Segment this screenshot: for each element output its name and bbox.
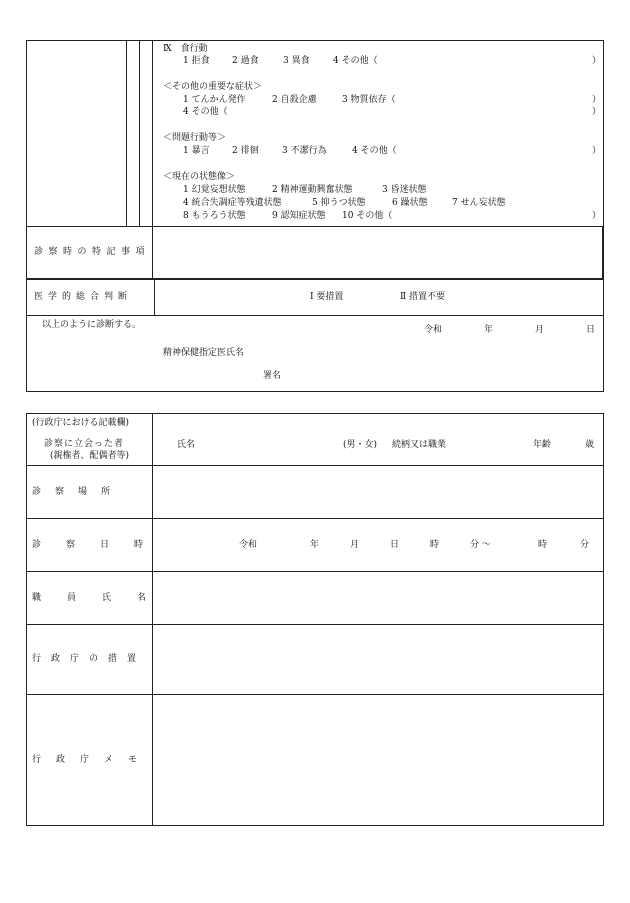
place-field[interactable] [154,467,600,515]
special-notes-field[interactable] [154,228,600,276]
staff-label: 職員氏名 [32,593,173,603]
eating-option: 2 過食 [232,56,259,66]
problem-behavior-option: 2 徘徊 [232,146,259,156]
memo-field[interactable] [154,696,600,824]
dt-era: 令和 [239,540,258,550]
current-state-option: 3 昏迷状態 [382,185,427,195]
date-month[interactable]: 月 [535,325,545,335]
problem-behavior-heading: ＜問題行動等＞ [163,133,227,143]
current-state-option: 4 統合失調症等残遺状態 [183,198,282,208]
judgment-option-required[interactable]: Ⅰ 要措置 [310,292,344,302]
divider [26,694,604,695]
other-symptom-option: 3 物質依存（ [342,95,396,105]
relation-label: 続柄又は職業 [392,440,447,450]
dt-hour-start[interactable]: 時 [430,540,440,550]
current-state-option: 5 抑うつ状態 [312,198,366,208]
date-day[interactable]: 日 [586,325,596,335]
dt-minute-end[interactable]: 分 [580,540,590,550]
other-symptom-option: 1 てんかん発作 [183,95,246,105]
dt-day[interactable]: 日 [390,540,400,550]
admin-section-label: (行政庁における記載欄) [32,418,130,428]
divider [154,279,155,315]
current-state-option: 10 その他（ [342,211,393,221]
age-unit: 歳 [585,440,595,450]
attendee-name-label: 氏名 [177,440,196,450]
signature-label: 署名 [263,371,282,381]
current-state-option: 7 せん妄状態 [452,198,506,208]
dt-hour-end[interactable]: 時 [538,540,548,550]
place-label [32,487,145,498]
current-state-option: 9 認知症状態 [272,211,326,221]
eating-option: 1 拒食 [183,56,210,66]
dt-minute-start[interactable]: 分 〜 [470,540,491,550]
gender-select[interactable]: (男・女) [343,440,378,450]
dt-month[interactable]: 月 [350,540,360,550]
diagnosis-statement: 以上のように診断する。 [42,320,142,330]
divider [152,40,153,280]
problem-behavior-option: 1 暴言 [183,146,210,156]
eating-option: 3 異食 [283,56,310,66]
close-paren: ） [592,211,602,221]
close-paren: ） [592,146,602,156]
measures-label: 行政庁の措置 [32,654,147,664]
divider [126,40,127,226]
attendee-sublabel: (親権者、配偶者等) [50,451,130,461]
divider [26,518,604,519]
other-symptoms-heading: ＜その他の重要な症状＞ [163,82,263,92]
memo-label: 行政庁メモ [32,755,153,765]
staff-field[interactable] [154,573,600,621]
problem-behavior-option: 3 不潔行為 [282,146,327,156]
current-state-option: 8 もうろう状態 [183,211,246,221]
current-state-option: 6 躁状態 [392,198,428,208]
judgment-label: 医学的総合判断 [34,292,133,302]
current-state-option: 2 精神運動興奮状態 [272,185,353,195]
special-notes-label: 診察時の特記事項 [34,247,151,257]
close-paren: ） [592,107,602,117]
divider [26,624,604,625]
other-symptom-option: 4 その他（ [183,107,228,117]
divider [152,413,153,826]
age-label: 年齢 [533,440,552,450]
divider [26,315,604,316]
close-paren: ） [592,56,602,66]
measures-field[interactable] [154,626,600,692]
dt-year[interactable]: 年 [310,540,320,550]
divider [26,465,604,466]
current-state-option: 1 幻覚妄想状態 [183,185,246,195]
date-year[interactable]: 年 [484,325,494,335]
attendee-label: 診察に立会った者 [44,439,125,449]
eating-heading: Ⅸ 食行動 [163,44,208,54]
other-symptom-option: 2 自殺企慮 [272,95,317,105]
judgment-option-not-required[interactable]: Ⅱ 措置不要 [400,292,445,302]
eating-option: 4 その他（ [333,56,378,66]
doctor-name-label: 精神保健指定医氏名 [163,348,245,358]
current-state-heading: ＜現在の状態像＞ [163,172,236,182]
divider [26,571,604,572]
date-era: 令和 [424,325,443,335]
divider [602,226,604,280]
divider [139,40,140,226]
divider [26,226,604,227]
datetime-label: 診察日時 [32,540,169,550]
place-label-text: 診察場所 [32,487,125,497]
close-paren: ） [592,95,602,105]
problem-behavior-option: 4 その他（ [352,146,397,156]
